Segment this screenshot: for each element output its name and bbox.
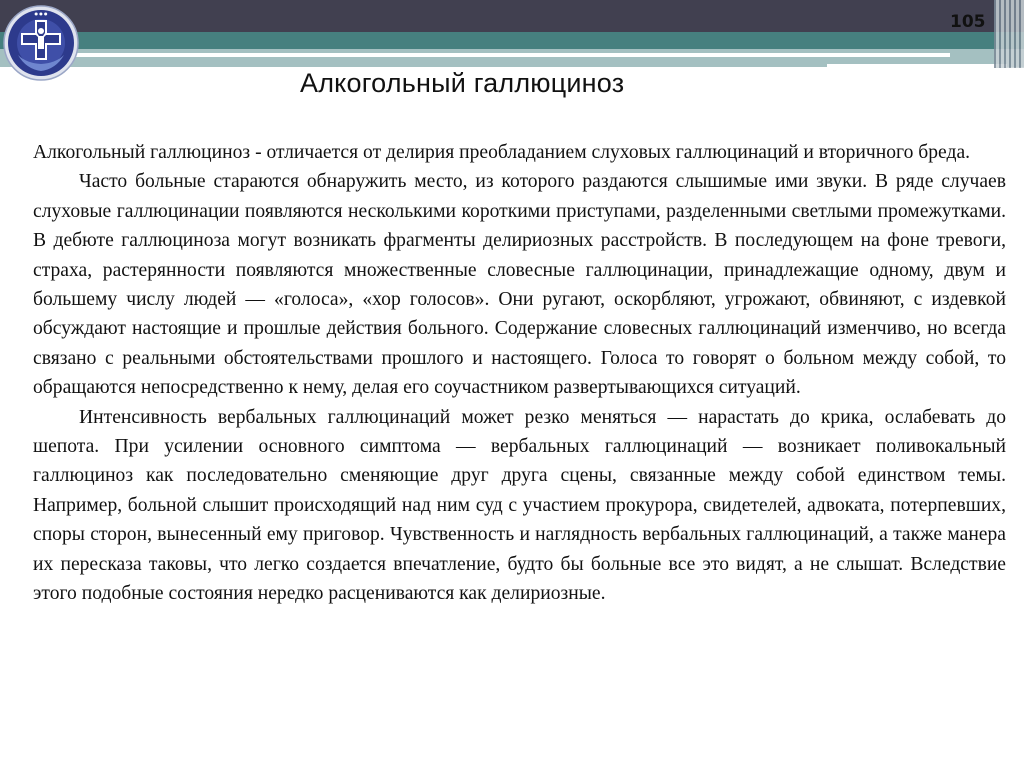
paragraph-intensity: Интенсивность вербальных галлюцинаций может резко меняться — нарастать до крика, ослабевать до шепота. При усилении основного симптома — вербальных галлюцинаций — возникает поливокальный галлюциноз как последовательно сменяющие друг друга сцены, связанные между собой единством темы. Например, больной слышит происходящий над ним суд с участием прокурора, свидетелей, адвоката, потерпевших, споры сторон, вынесенный ему приговор. Чувственность и наглядность вербальных галлюцинаций, а также манера их пересказа таковы, что легко создается впечатление, будто бы больные все это видят, а не слышат. Вследствие этого подобные состояния нередко расцениваются как делириозные.	[33, 406, 1006, 605]
slide-number: 105	[950, 12, 986, 32]
header-divider-block	[827, 64, 1007, 68]
header-divider-line	[70, 53, 950, 57]
svg-text:● ● ●: ● ● ●	[34, 11, 48, 16]
slide-title: Алкогольный галлюциноз	[300, 68, 625, 98]
header-dark-band	[0, 0, 1024, 32]
header-edge-stripes	[994, 0, 1024, 68]
paragraph-definition: Алкогольный галлюциноз - отличается от делирия преобладанием слуховых галлюцинаций и вторичного бреда.	[33, 142, 971, 163]
header-teal-band	[0, 32, 1024, 49]
paragraph-symptoms: Часто больные стараются обнаружить место, из которого раздаются слышимые ими звуки. В ряде случаев слуховые галлюцинации появляются несколькими короткими приступами, разделенными светлыми промежутками. В дебюте галлюциноза могут возникать фрагменты делириозных расстройств. В последующем на фоне тревоги, страха, растерянности появляются множественные словесные галлюцинации, принадлежащие одному, двум и большему числу людей — «голоса», «хор голосов». Они ругают, оскорбляют, угрожают, обвиняют, с издевкой обсуждают настоящие и прошлые действия больного. Содержание словесных галлюцинаций изменчиво, но всегда связано с реальными обстоятельствами прошлого и настоящего. Голоса то говорят о больном между собой, то обращаются непосредственно к нему, делая его соучастником развертывающихся ситуаций.	[33, 171, 1006, 399]
slide-body	[33, 138, 1006, 609]
medical-cross-emblem-icon	[2, 3, 80, 83]
